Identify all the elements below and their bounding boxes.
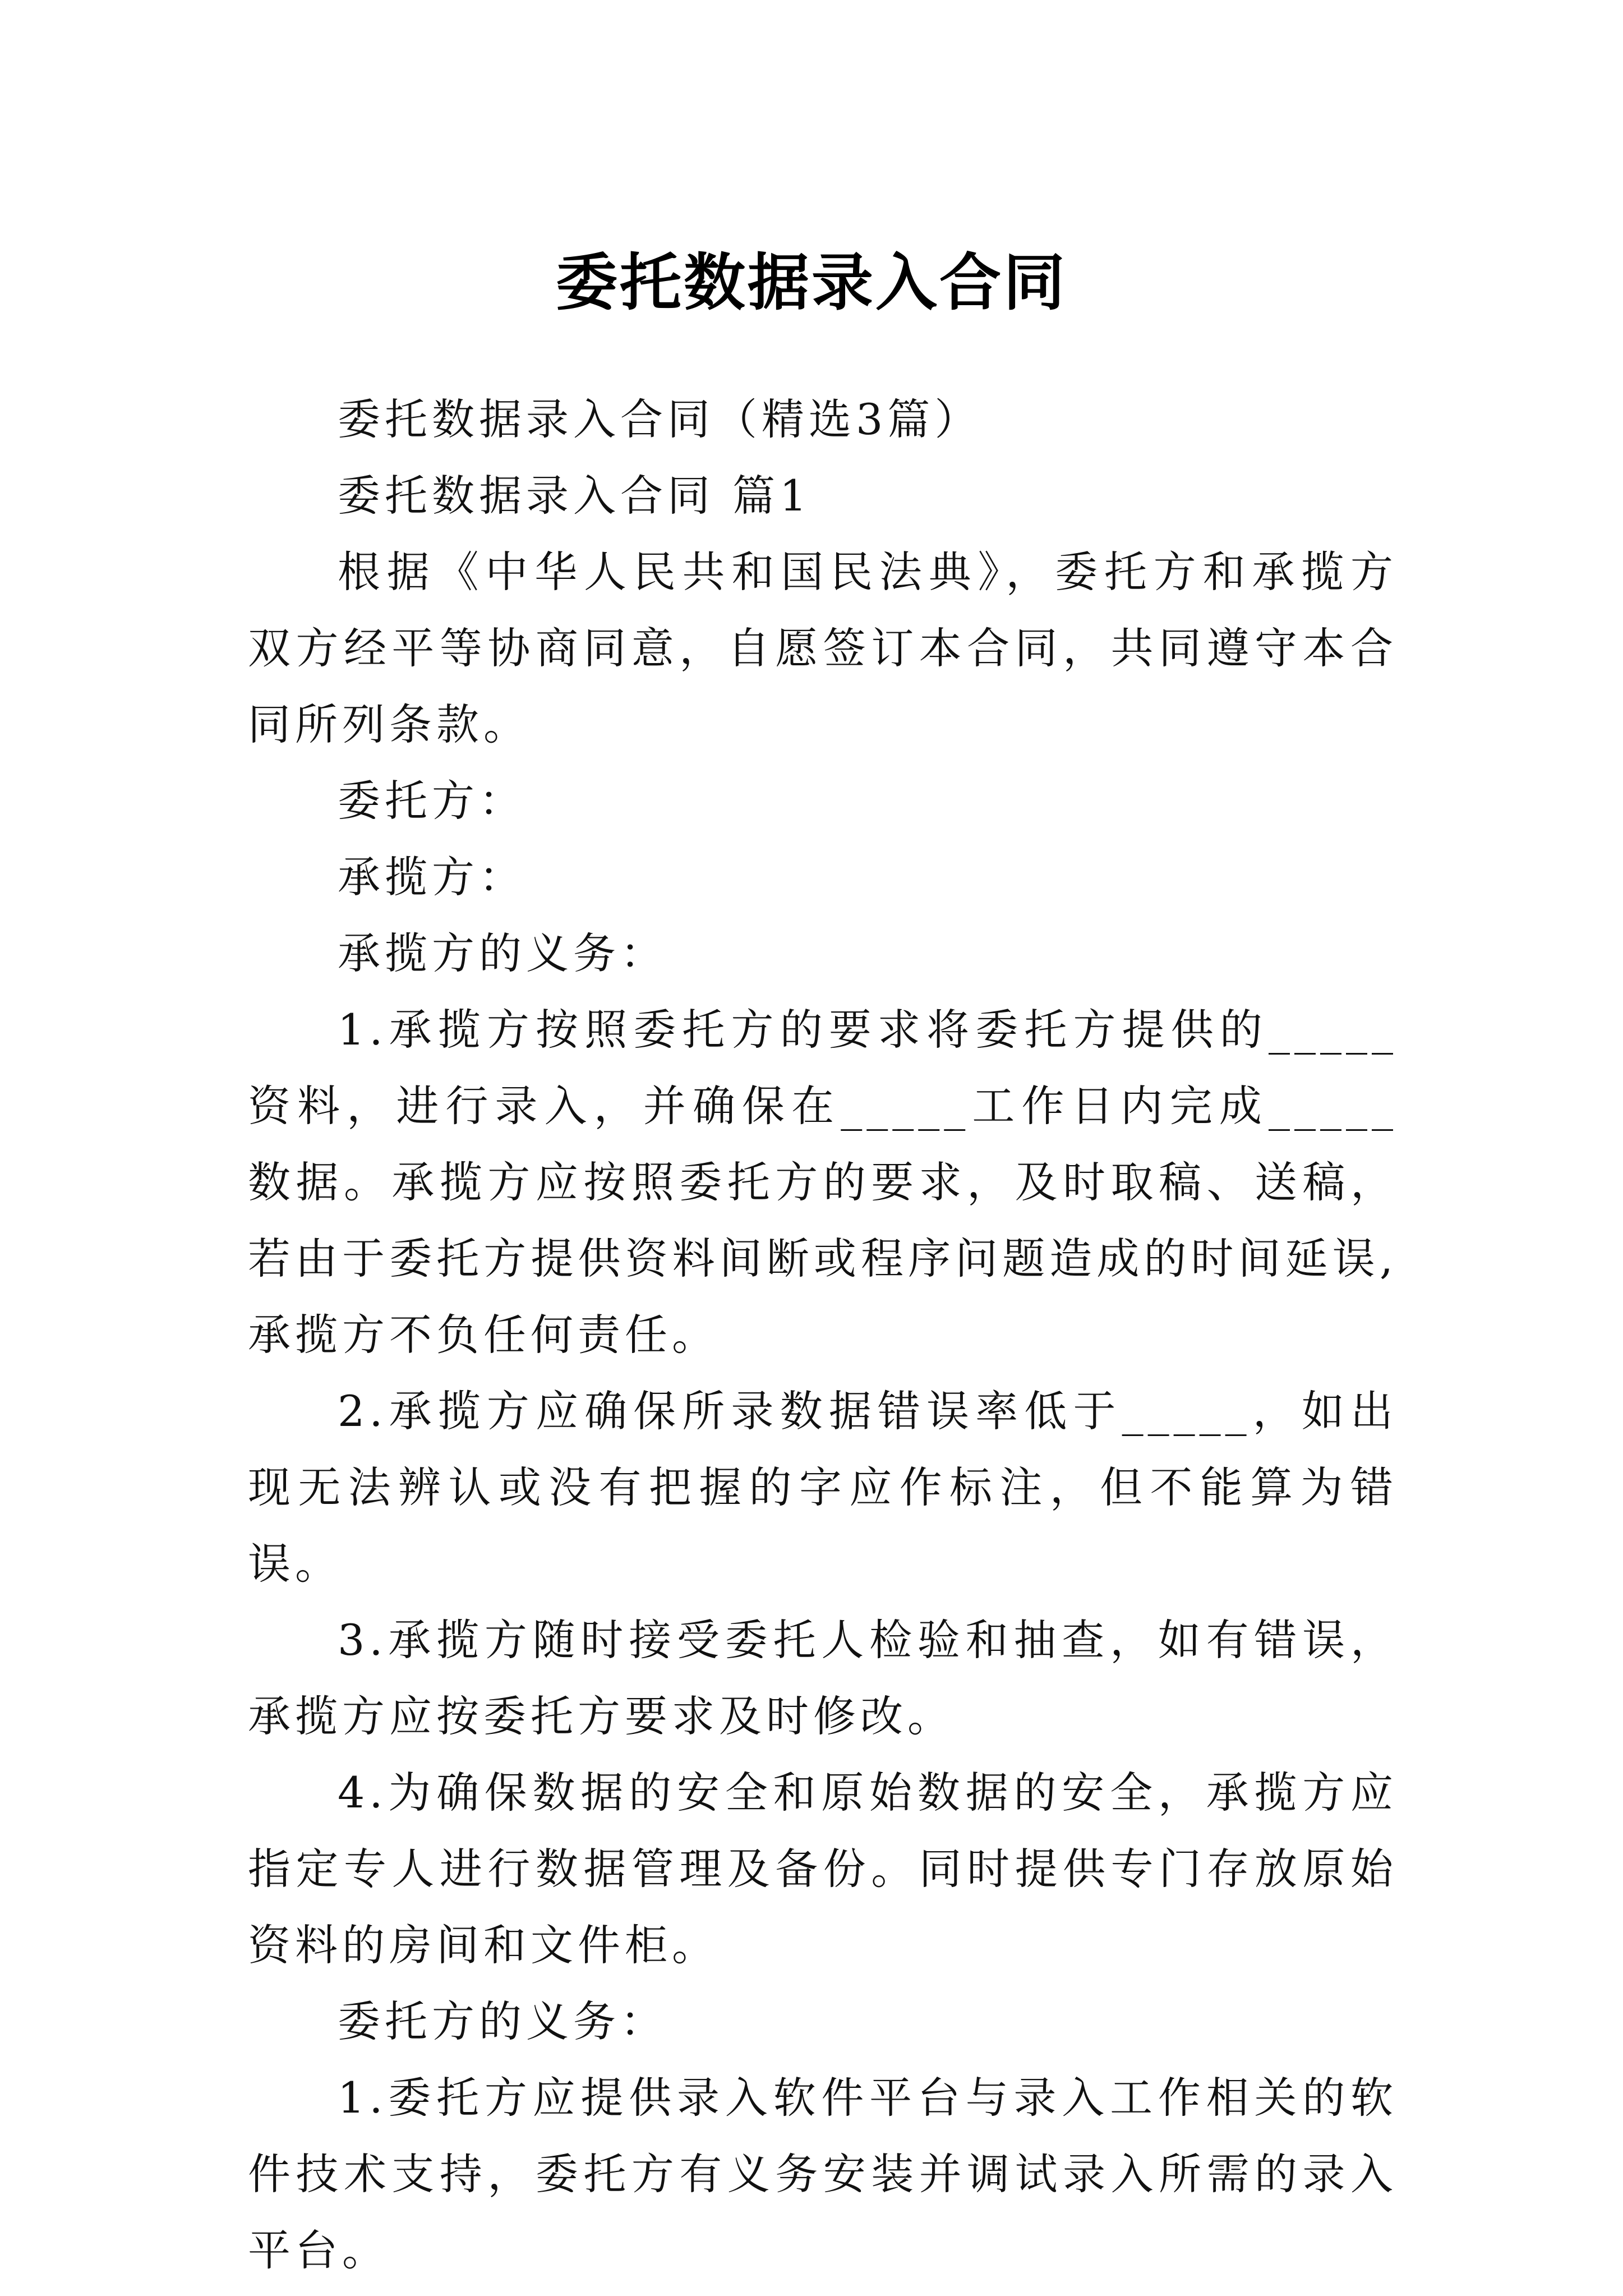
paragraph-client-duty-1: 1.委托方应提供录入软件平台与录入工作相关的软件技术支持，委托方有义务安装并调试录入所需的录入平台。 xyxy=(248,2073,1398,2275)
document-body xyxy=(248,381,1398,2289)
paragraph-client-label: 委托方： xyxy=(338,776,526,826)
paragraph-contractor-duties-heading: 承揽方的义务： xyxy=(338,928,667,978)
paragraph-contractor-duty-3: 3.承揽方随时接受委托人检验和抽查，如有错误，承揽方应按委托方要求及时修改。 xyxy=(248,1615,1398,1741)
paragraph-contractor-label: 承揽方： xyxy=(338,852,526,902)
paragraph-client-duties-heading: 委托方的义务： xyxy=(338,1996,667,2046)
document-title: 委托数据录入合同 xyxy=(556,246,1067,319)
paragraph-contractor-duty-2: 2.承揽方应确保所录数据错误率低于_____，如出现无法辨认或没有把握的字应作标注，但不能算为错误。 xyxy=(248,1386,1398,1589)
paragraph-subtitle: 委托数据录入合同（精选3篇） xyxy=(338,394,982,444)
paragraph-contractor-duty-4: 4.为确保数据的安全和原始数据的安全，承揽方应指定专人进行数据管理及备份。同时提供专门存放原始资料的房间和文件柜。 xyxy=(248,1768,1398,1970)
paragraph-contractor-duty-1: 1.承揽方按照委托方的要求将委托方提供的_____资料，进行录入，并确保在_____工作日内完成_____数据。承揽方应按照委托方的要求，及时取稿、送稿，若由于委托方提供资料间断或程序问题造成的时间延误,承揽方不负任何责任。 xyxy=(248,1005,1398,1360)
paragraph-section-heading: 委托数据录入合同 篇1 xyxy=(338,471,811,521)
paragraph-preamble: 根据《中华人民共和国民法典》，委托方和承揽方双方经平等协商同意，自愿签订本合同，共同遵守本合同所列条款。 xyxy=(248,547,1398,749)
